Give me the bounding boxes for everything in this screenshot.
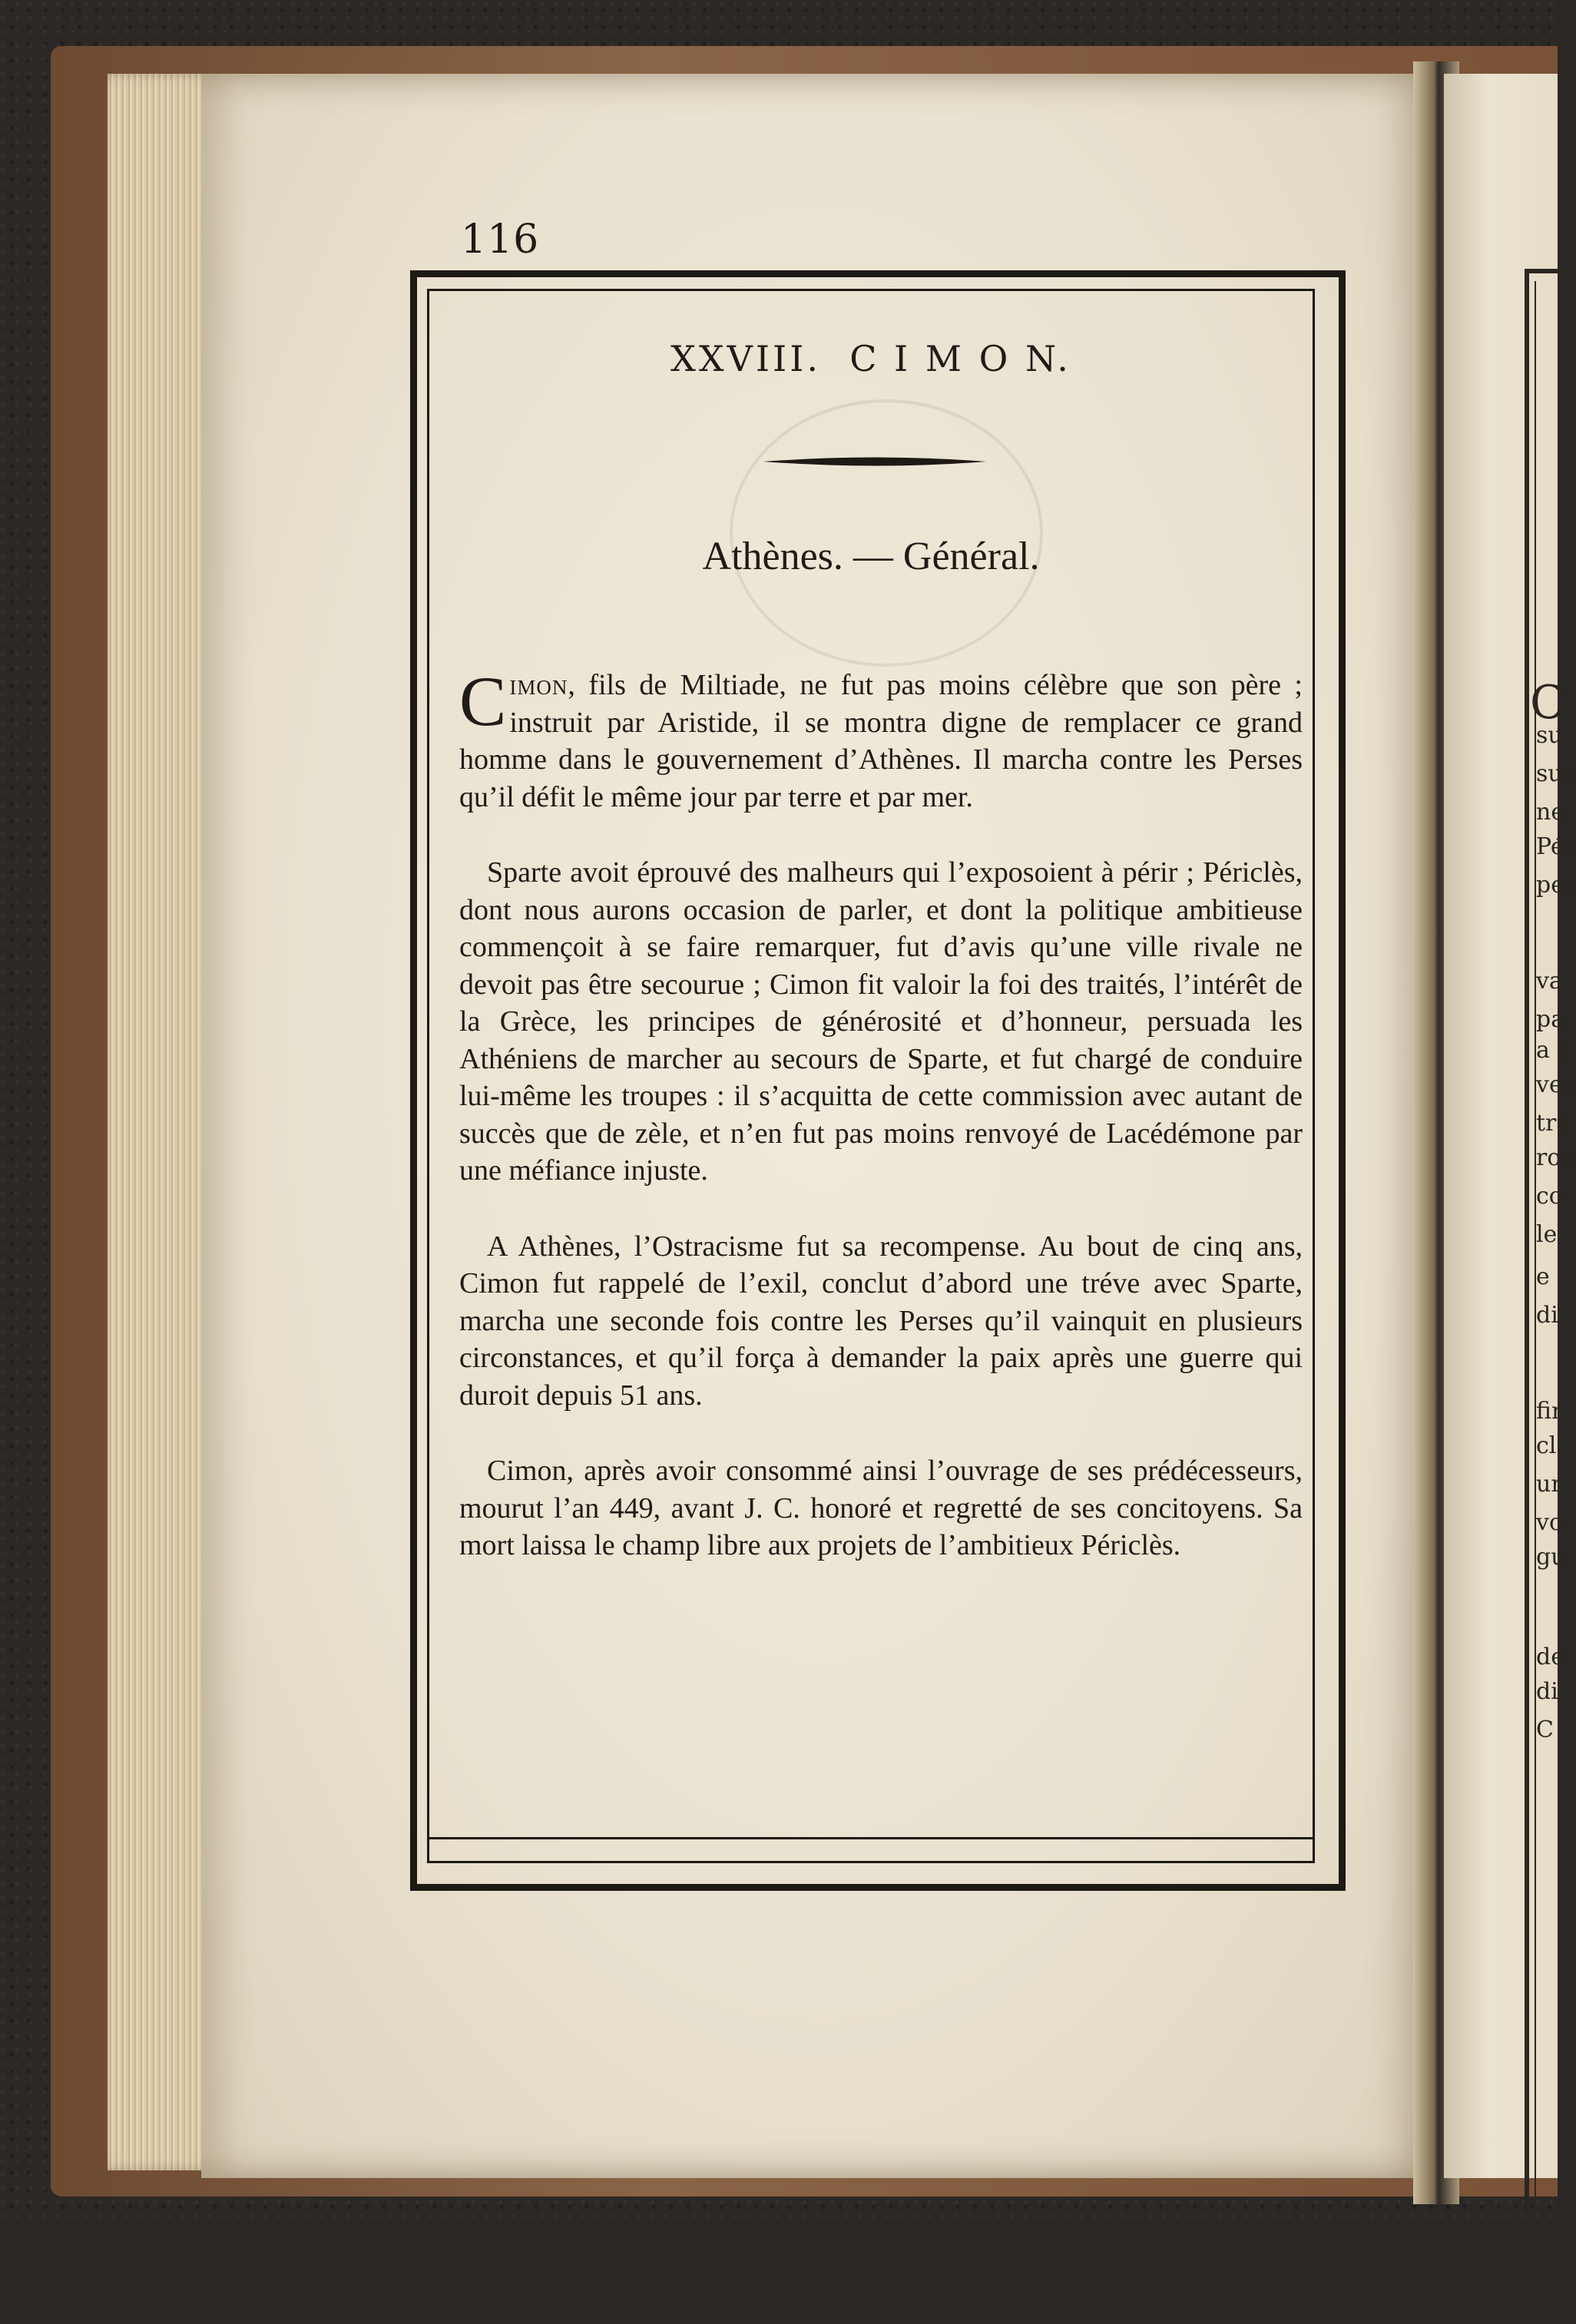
facing-page-line: pa: [1536, 1006, 1565, 1033]
facing-page-line: di: [1536, 1678, 1558, 1705]
paragraph-3: A Athènes, l’Ostracisme fut sa recompense. Au bout de cinq ans, Cimon fut rappelé de l’exil, conclut d’abord une tréve avec Sparte, marcha une seconde fois contre les Perses qu’il vainquit en plusieurs circonstances, et qu’il força à demander la paix après une guerre qui duroit depuis 51 ans.: [459, 1230, 1303, 1412]
facing-page-line: per: [1536, 872, 1576, 899]
facing-page-line: cl: [1536, 1432, 1557, 1459]
facing-page-line: su: [1536, 722, 1563, 749]
facing-page-line: suc: [1536, 760, 1576, 787]
page-number: 116: [461, 217, 540, 263]
facing-page-line: C: [1530, 676, 1565, 730]
facing-page-line: ur: [1536, 1471, 1562, 1498]
chapter-subtitle: Athènes. — Général.: [702, 535, 1040, 578]
facing-page-frame-inner: [1535, 281, 1574, 2309]
facing-page-line: va: [1536, 968, 1563, 995]
paragraph-4: Cimon, après avoir consommé ainsi l’ouvrage de ses prédécesseurs, mourut l’an 449, avant J. C. honoré et regretté de ses concitoyens. Sa mort laissa le champ libre aux projets de l’ambitieux Périclès.: [459, 1455, 1303, 1561]
smallcaps-name: imon: [509, 669, 568, 701]
facing-page-line: Pér: [1536, 833, 1575, 860]
facing-page-line: a s: [1536, 1037, 1569, 1064]
facing-page-line: le: [1536, 1221, 1558, 1248]
facing-page-line: ros: [1536, 1144, 1573, 1171]
facing-page-line: co: [1536, 1183, 1563, 1210]
facing-page-line: di: [1536, 1302, 1558, 1329]
facing-page-line: tra: [1536, 1110, 1571, 1137]
facing-page-line: ne: [1536, 799, 1565, 826]
facing-page-line: C: [1536, 1717, 1554, 1743]
facing-page-line: gu: [1536, 1544, 1566, 1571]
facing-page-line: vo: [1536, 1509, 1564, 1536]
ornament-rule: [763, 450, 986, 473]
paragraph-1-text: , fils de Miltiade, ne fut pas moins célèbre que son père ; instruit par Aristide, il se montra digne de remplacer ce grand homme dans le gouvernement d’Athènes. Il marcha contre les Perses qu’il défit le même jour par terre et par mer.: [459, 669, 1303, 813]
facing-page-line: de: [1536, 1644, 1564, 1670]
facing-page-line: fir: [1536, 1398, 1563, 1425]
body-text: [459, 662, 1303, 1603]
facing-page-line: vev: [1536, 1071, 1576, 1098]
drop-initial: C: [459, 662, 507, 740]
bottom-rule: [427, 1837, 1315, 1839]
facing-page-line: e: [1536, 1263, 1550, 1290]
paragraph-1: [459, 662, 1303, 816]
chapter-title: XXVIII. C I M O N.: [670, 338, 1071, 379]
library-stamp: [730, 399, 1043, 667]
paragraph-2: Sparte avoit éprouvé des malheurs qui l’exposoient à périr ; Périclès, dont nous aurons occasion de parler, et dont la politique ambitieuse commençoit à se faire remarquer, fut d’avis qu’une ville rivale ne devoit pas être secourue ; Cimon fit valoir la foi des traités, l’intérêt de la Grèce, les principes de générosité et d’honneur, persuada les Athéniens de marcher au secours de Sparte, et fut chargé de conduire lui-même les troupes : il s’acquitta de cette commission avec autant de succès que de zèle, et n’en fut pas moins renvoyé de Lacédémone par une méfiance injuste.: [459, 856, 1303, 1187]
